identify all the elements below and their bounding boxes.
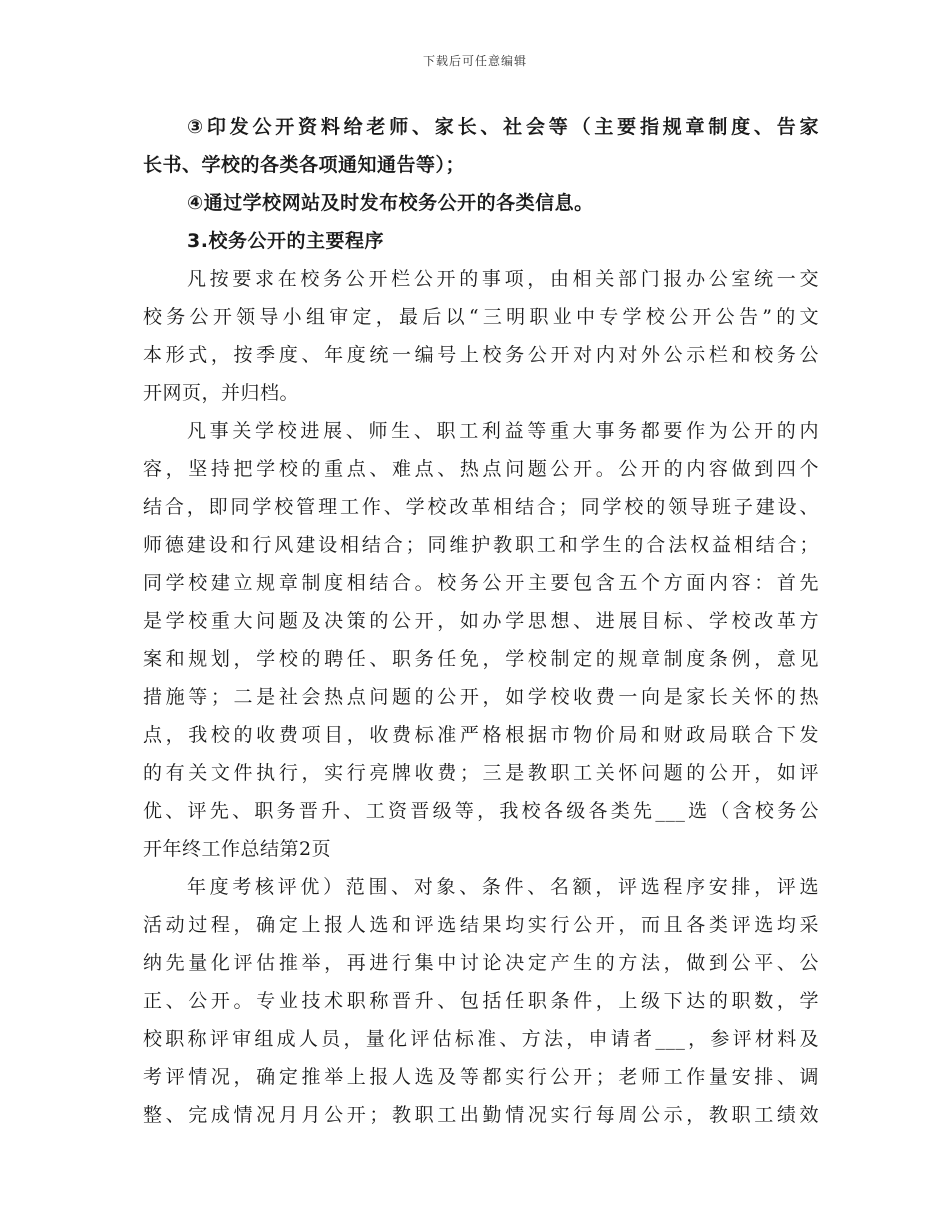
text-line: 容，坚持把学校的重点、难点、热点问题公开。公开的内容做到四个: [143, 458, 819, 480]
page-header: 下载后可任意编辑: [422, 54, 527, 68]
text-line: 年度考核评优）范围、对象、条件、名额，评选程序安排，评选: [187, 876, 819, 898]
text-line: 校务公开领导小组审定，最后以“三明职业中专学校公开公告”的文: [143, 306, 819, 328]
text-line: 整、完成情况月月公开；教职工出勤情况实行每周公示，教职工绩效: [143, 1104, 819, 1126]
text-line: 凡事关学校进展、师生、职工利益等重大事务都要作为公开的内: [187, 420, 819, 442]
text-line: ④通过学校网站及时发布校务公开的各类信息。: [187, 192, 594, 214]
text-line: 同学校建立规章制度相结合。校务公开主要包含五个方面内容：首先: [143, 572, 819, 594]
text-line: 结合，即同学校管理工作、学校改革相结合；同学校的领导班子建设、: [143, 496, 819, 518]
text-line: 的有关文件执行，实行亮牌收费；三是教职工关怀问题的公开，如评: [143, 762, 819, 784]
text-line: ③印发公开资料给老师、家长、社会等（主要指规章制度、告家: [187, 116, 819, 138]
text-line: 优、评先、职务晋升、工资晋级等，我校各级各类先___选（含校务公: [143, 800, 819, 822]
text-line: 开网页，并归档。: [143, 382, 300, 404]
text-line: 活动过程，确定上报人选和评选结果均实行公开，而且各类评选均采: [143, 914, 819, 936]
text-line: 案和规划，学校的聘任、职务任免，学校制定的规章制度条例，意见: [143, 648, 819, 670]
text-line: 长书、学校的各类各项通知通告等）；: [143, 154, 466, 176]
text-line: 3.校务公开的主要程序: [187, 230, 384, 252]
text-line: 点，我校的收费项目，收费标准严格根据市物价局和财政局联合下发: [143, 724, 819, 746]
text-line: 正、公开。专业技术职称晋升、包括任职条件，上级下达的职数，学: [143, 990, 819, 1012]
text-line: 纳先量化评估推举，再进行集中讨论决定产生的方法，做到公平、公: [143, 952, 819, 974]
text-line: 考评情况，确定推举上报人选及等都实行公开；老师工作量安排、调: [143, 1066, 819, 1088]
text-line: 开年终工作总结第2页: [143, 838, 332, 860]
text-line: 师德建设和行风建设相结合；同维护教职工和学生的合法权益相结合；: [143, 534, 819, 556]
text-line: 校职称评审组成人员，量化评估标准、方法，申请者___，参评材料及: [143, 1028, 819, 1050]
text-line: 是学校重大问题及决策的公开，如办学思想、进展目标、学校改革方: [143, 610, 819, 632]
text-line: 本形式，按季度、年度统一编号上校务公开对内对外公示栏和校务公: [143, 344, 819, 366]
document-body: [143, 108, 819, 1134]
text-line: 凡按要求在校务公开栏公开的事项，由相关部门报办公室统一交: [187, 268, 819, 290]
text-line: 措施等；二是社会热点问题的公开，如学校收费一向是家长关怀的热: [143, 686, 819, 708]
